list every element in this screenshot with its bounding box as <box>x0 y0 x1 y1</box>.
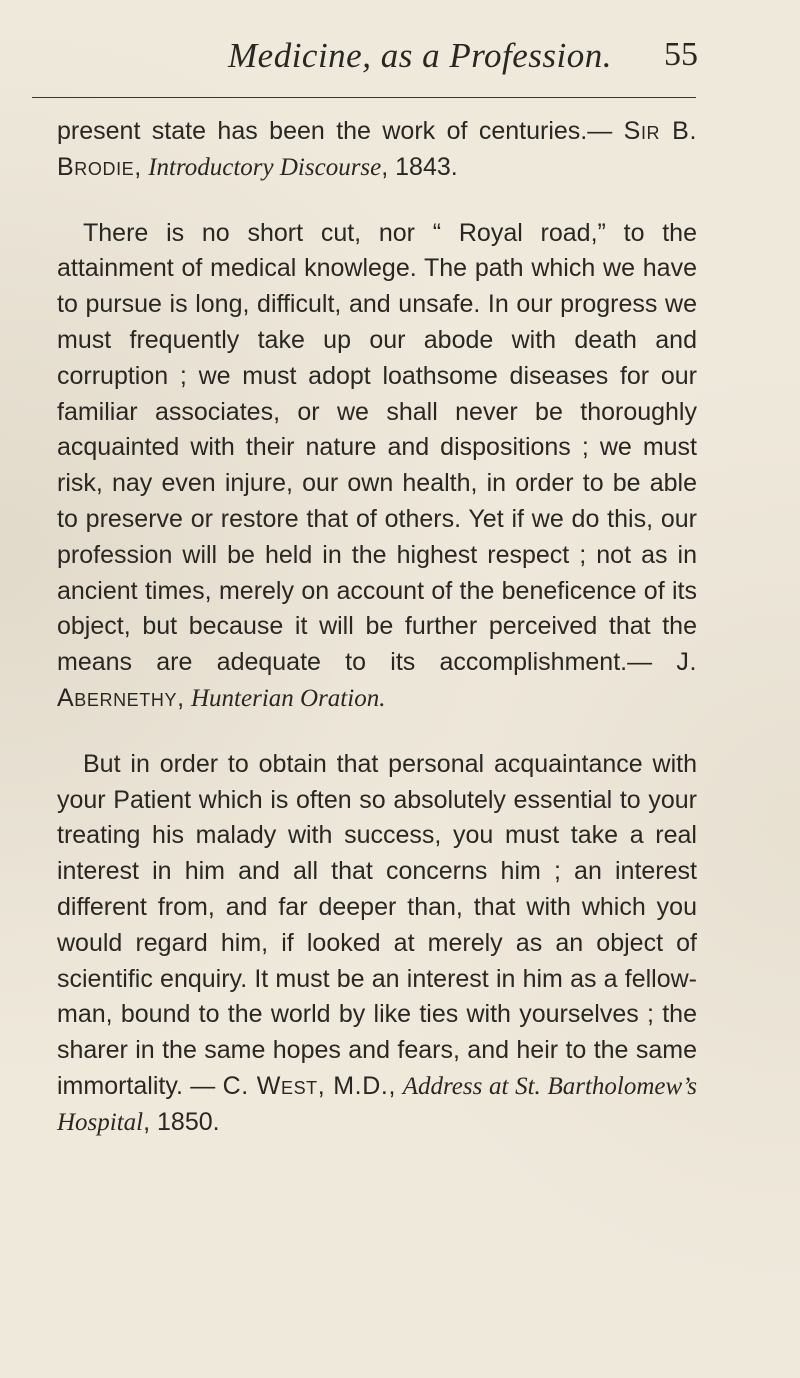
page-number: 55 <box>664 36 698 73</box>
quote-text: But in order to obtain that personal acquaintance with your Patient which is often so absolutely essential to your treating his malady with success, you must take a real interest in him and all that concerns him ; an interest different from, and far deeper than, that with which you would regard him, if looked at merely as an object of scientific enquiry. It must be an interest in him as a fellow-man, bound to the world by like ties with yourselves ; the sharer in the same hopes and fears, and heir to the same immortality. — <box>57 749 697 1100</box>
running-head <box>228 36 698 86</box>
citation-separator: , <box>388 1071 403 1100</box>
citation-tail: , 1850. <box>143 1107 220 1136</box>
paragraph-brodie-quote <box>57 114 697 186</box>
citation-author: C. West, M.D. <box>222 1071 389 1100</box>
quote-text: present state has been the work of centuries.— <box>57 117 624 145</box>
citation-author: J. Abernethy <box>57 648 697 712</box>
citation-work: Hunterian Oration. <box>191 684 386 712</box>
citation-work: Introductory Discourse <box>148 153 382 181</box>
header-rule <box>32 97 696 98</box>
running-title: Medicine, as a Profession. <box>228 36 613 75</box>
paragraph-west-quote <box>57 747 697 1141</box>
citation-tail: , 1843. <box>381 152 458 181</box>
citation-work: Address at St. Bartholomew’s Hospital <box>57 1072 697 1136</box>
paragraph-abernethy-quote <box>57 216 697 717</box>
body-text <box>57 114 697 1141</box>
citation-separator: , <box>177 683 191 712</box>
citation-author: Sir B. Brodie <box>57 117 697 181</box>
citation-separator: , <box>134 152 149 181</box>
quote-text: There is no short cut, nor “ Royal road,” to the attainment of medical knowlege. The path which we have to pursue is long, difficult, and unsafe. In our progress we must frequently take up our abode with death and corruption ; we must adopt loathsome diseases for our familiar associates, or we shall never be thoroughly acquainted with their nature and dispositions ; we must risk, nay even injure, our own health, in order to be able to preserve or restore that of others. Yet if we do this, our profession will be held in the highest respect ; not as in ancient times, merely on account of the beneficence of its object, but because it will be further perceived that the means are adequate to its accomplishment.— <box>57 218 697 677</box>
